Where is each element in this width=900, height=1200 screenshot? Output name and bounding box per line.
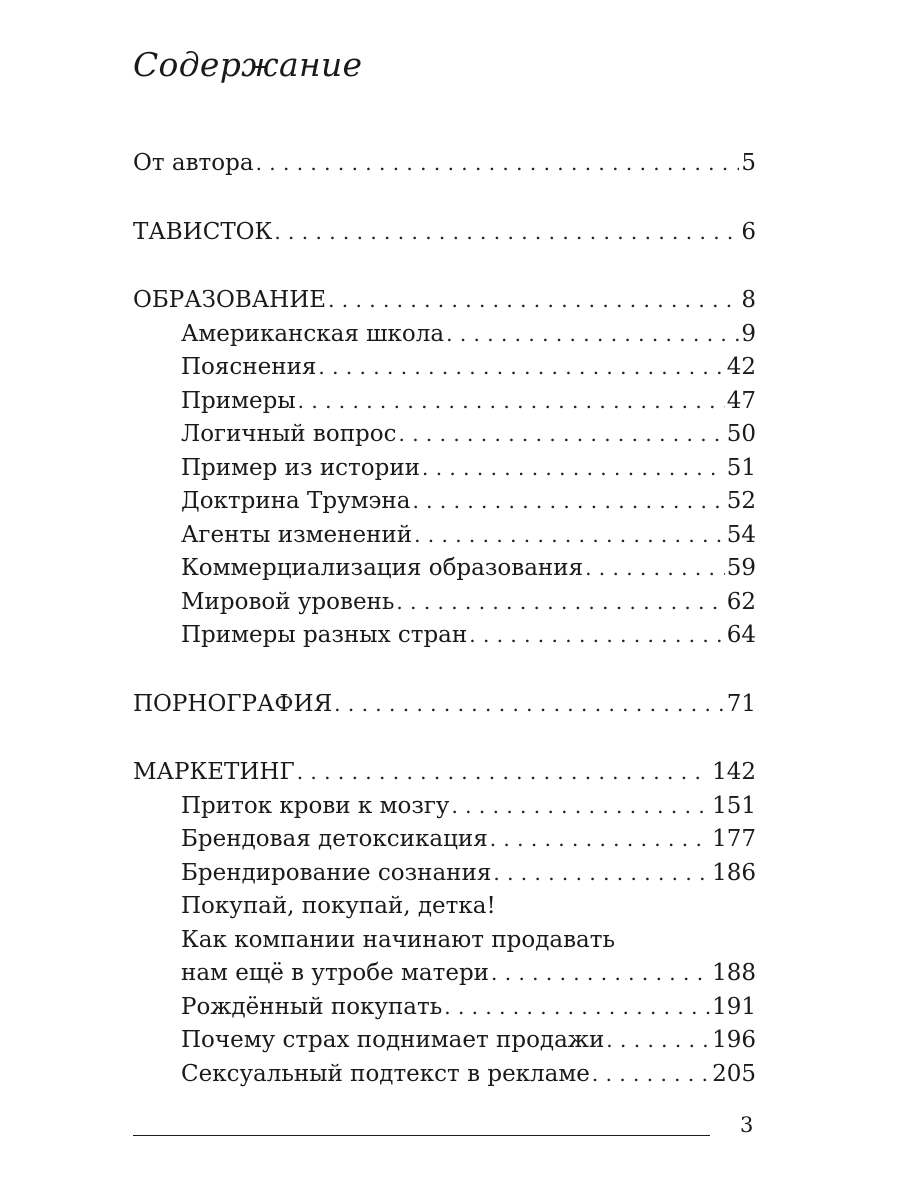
toc-entry-label: Коммерциализация образования <box>181 555 584 581</box>
toc-entry-label: Доктрина Трумэна <box>181 488 411 514</box>
toc-entry-page: 186 <box>712 859 756 886</box>
toc-entry-page: 196 <box>712 1027 756 1053</box>
toc-entry-label: Мировой уровень <box>181 588 395 615</box>
toc-subentry[interactable] <box>133 890 756 924</box>
toc-section <box>133 284 756 653</box>
toc-section <box>133 688 756 722</box>
dot-leader <box>274 216 739 250</box>
toc-entry-page: 191 <box>712 993 756 1020</box>
table-of-contents <box>133 147 756 1091</box>
dot-leader <box>451 790 710 824</box>
toc-entry-label: Логичный вопрос <box>181 421 397 447</box>
toc-entry[interactable] <box>133 284 756 318</box>
toc-entry-label: Брендовая детоксикация <box>181 826 488 852</box>
toc-subentry[interactable] <box>133 318 756 352</box>
toc-entry-page: 42 <box>726 354 756 380</box>
toc-entry-label: Брендирование сознания <box>181 859 492 886</box>
toc-entry-page: 47 <box>726 387 756 414</box>
toc-subentry[interactable] <box>133 351 756 385</box>
toc-entry-page: 205 <box>712 1060 756 1087</box>
section-gap <box>133 181 756 216</box>
toc-subentry[interactable] <box>133 991 756 1025</box>
toc-entry-label: Приток крови к мозгу <box>181 792 450 819</box>
dot-leader <box>414 519 725 553</box>
toc-entry-label: Пример из истории <box>181 454 420 481</box>
toc-section <box>133 216 756 250</box>
dot-leader <box>585 552 725 586</box>
toc-entry-page: 8 <box>741 287 756 313</box>
section-gap <box>133 721 756 756</box>
dot-leader <box>606 1024 710 1058</box>
toc-entry-page: 142 <box>712 759 756 785</box>
toc-entry-page: 64 <box>726 622 756 648</box>
toc-subentry[interactable] <box>133 924 756 958</box>
toc-section <box>133 147 756 181</box>
toc-section <box>133 756 756 1091</box>
dot-leader <box>592 1058 710 1092</box>
toc-entry-label: Примеры <box>181 387 296 414</box>
dot-leader <box>318 351 724 385</box>
toc-subentry[interactable] <box>133 418 756 452</box>
toc-entry-label: Американская школа <box>181 320 445 347</box>
toc-entry-label: нам ещё в утробе матери <box>181 960 490 986</box>
dot-leader <box>446 318 739 352</box>
toc-entry-page: 71 <box>726 690 756 717</box>
toc-entry-page: 59 <box>726 555 756 581</box>
toc-subentry[interactable] <box>133 957 756 991</box>
toc-entry-page: 62 <box>726 588 756 615</box>
toc-subentry[interactable] <box>133 452 756 486</box>
dot-leader <box>490 823 710 857</box>
toc-entry-page: 9 <box>741 320 756 347</box>
dot-leader <box>334 688 725 722</box>
dot-leader <box>493 857 710 891</box>
toc-subentry[interactable] <box>133 586 756 620</box>
toc-entry-label: ПОРНОГРАФИЯ <box>133 690 333 717</box>
dot-leader <box>469 619 724 653</box>
dot-leader <box>297 756 710 790</box>
toc-subentry[interactable] <box>133 790 756 824</box>
toc-entry-label: МАРКЕТИНГ <box>133 759 295 785</box>
toc-entry-label: ОБРАЗОВАНИЕ <box>133 287 327 313</box>
toc-subentry[interactable] <box>133 552 756 586</box>
dot-leader <box>256 147 740 181</box>
toc-subentry[interactable] <box>133 1058 756 1092</box>
footer-rule <box>133 1135 710 1136</box>
dot-leader <box>491 957 710 991</box>
toc-entry-label: Рождённый покупать <box>181 993 443 1020</box>
toc-subentry[interactable] <box>133 519 756 553</box>
dot-leader <box>422 452 725 486</box>
dot-leader <box>444 991 710 1025</box>
toc-entry-label: Как компании начинают продавать <box>181 926 616 953</box>
toc-subentry[interactable] <box>133 385 756 419</box>
toc-entry-label: Почему страх поднимает продажи <box>181 1027 605 1053</box>
toc-entry[interactable] <box>133 147 756 181</box>
toc-entry-label: Сексуальный подтекст в рекламе <box>181 1060 590 1087</box>
toc-entry-page: 5 <box>741 150 756 176</box>
toc-entry[interactable] <box>133 216 756 250</box>
toc-entry-label: Покупай, покупай, детка! <box>181 893 496 919</box>
toc-entry-label: ТАВИСТОК <box>133 218 273 245</box>
toc-subentry[interactable] <box>133 857 756 891</box>
toc-entry-page: 151 <box>712 792 756 819</box>
toc-subentry[interactable] <box>133 823 756 857</box>
toc-entry-page: 54 <box>726 521 756 548</box>
section-gap <box>133 653 756 688</box>
section-gap <box>133 249 756 284</box>
toc-entry-page: 50 <box>726 421 756 447</box>
dot-leader <box>398 418 724 452</box>
toc-subentry[interactable] <box>133 619 756 653</box>
toc-entry-page: 51 <box>726 454 756 481</box>
toc-entry-page: 188 <box>712 960 756 986</box>
page-title: Содержание <box>133 45 363 84</box>
toc-entry-page: 177 <box>712 826 756 852</box>
toc-entry-page: 52 <box>726 488 756 514</box>
toc-entry-label: Примеры разных стран <box>181 622 468 648</box>
toc-entry-page: 6 <box>741 218 756 245</box>
toc-subentry[interactable] <box>133 485 756 519</box>
dot-leader <box>412 485 724 519</box>
toc-entry-label: От автора <box>133 150 254 176</box>
toc-entry-label: Пояснения <box>181 354 317 380</box>
toc-entry-label: Агенты изменений <box>181 521 413 548</box>
toc-entry[interactable] <box>133 756 756 790</box>
dot-leader <box>298 385 725 419</box>
dot-leader <box>396 586 724 620</box>
page-number: 3 <box>740 1113 754 1137</box>
toc-subentry[interactable] <box>133 1024 756 1058</box>
dot-leader <box>328 284 739 318</box>
toc-entry[interactable] <box>133 688 756 722</box>
